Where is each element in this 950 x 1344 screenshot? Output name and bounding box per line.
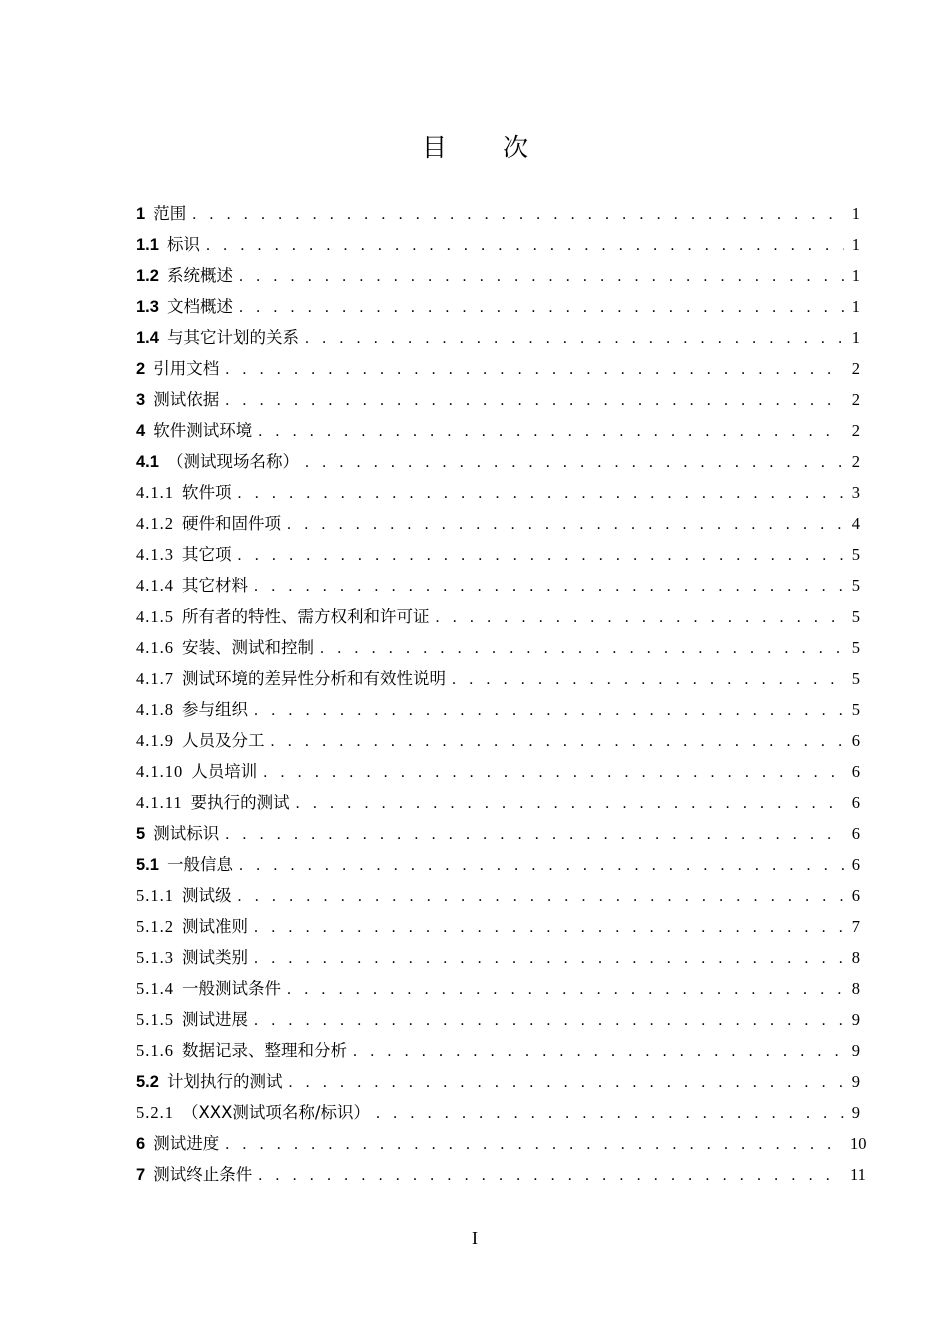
toc-entry-title: 计划执行的测试 <box>166 1072 283 1091</box>
toc-entry-page: 5 <box>851 545 860 564</box>
toc-dot-leader <box>254 1005 844 1036</box>
toc-entry-number: 1.3 <box>136 298 159 316</box>
toc-entry-page: 6 <box>851 886 860 905</box>
toc-entry-page: 1 <box>851 328 860 347</box>
toc-dot-leader <box>254 912 844 943</box>
toc-entry[interactable] <box>136 477 860 508</box>
toc-entry-number: 5.2.1 <box>136 1103 174 1122</box>
toc-entry[interactable] <box>136 1066 860 1097</box>
toc-entry-title: 引用文档 <box>153 359 220 378</box>
toc-entry-page: 2 <box>851 452 860 471</box>
toc-entry-number: 4.1.7 <box>136 669 174 688</box>
toc-dot-leader <box>225 819 844 850</box>
toc-entry-title: 人员培训 <box>191 762 258 781</box>
toc-entry-number: 1.4 <box>136 329 159 347</box>
toc-entry[interactable] <box>136 818 860 849</box>
toc-entry-page: 2 <box>851 421 860 440</box>
toc-entry-page: 5 <box>851 700 860 719</box>
toc-entry-page: 7 <box>851 917 860 936</box>
toc-dot-leader <box>258 416 844 447</box>
toc-entry-title: （测试现场名称） <box>166 452 299 471</box>
table-of-contents <box>136 198 867 1190</box>
toc-entry-title: 标识 <box>166 235 200 254</box>
toc-entry-title: 一般信息 <box>166 855 233 874</box>
toc-entry-number: 4.1.2 <box>136 514 174 533</box>
toc-entry-page: 9 <box>851 1103 860 1122</box>
toc-dot-leader <box>452 664 844 695</box>
toc-entry-page: 9 <box>851 1041 860 1060</box>
toc-entry-title: 范围 <box>153 204 187 223</box>
toc-entry-title: 一般测试条件 <box>182 979 281 998</box>
toc-entry-page: 1 <box>851 297 860 316</box>
toc-entry-title: 软件项 <box>182 483 232 502</box>
toc-entry[interactable] <box>136 756 860 787</box>
toc-entry[interactable] <box>136 353 860 384</box>
toc-dot-leader <box>305 323 844 354</box>
toc-entry-number: 3 <box>136 391 146 409</box>
toc-entry[interactable] <box>136 539 860 570</box>
toc-entry-page: 2 <box>851 390 860 409</box>
toc-entry-page: 5 <box>851 607 860 626</box>
toc-dot-leader <box>206 230 844 261</box>
toc-entry-page: 1 <box>851 266 860 285</box>
toc-entry-page: 6 <box>851 793 860 812</box>
toc-entry-title: （XXX测试项名称/标识） <box>182 1103 370 1122</box>
toc-entry-page: 5 <box>851 638 860 657</box>
toc-entry[interactable] <box>136 942 860 973</box>
toc-entry-page: 1 <box>851 235 860 254</box>
toc-dot-leader <box>225 385 844 416</box>
toc-entry[interactable] <box>136 849 860 880</box>
toc-entry[interactable] <box>136 446 860 477</box>
toc-entry-page: 4 <box>851 514 860 533</box>
toc-dot-leader <box>288 1067 844 1098</box>
toc-entry-number: 4.1 <box>136 453 159 471</box>
toc-entry-page: 6 <box>851 731 860 750</box>
toc-entry-number: 6 <box>136 1135 146 1153</box>
toc-dot-leader <box>271 726 845 757</box>
toc-entry-page: 11 <box>850 1165 866 1184</box>
toc-entry[interactable] <box>136 198 860 229</box>
toc-entry-page: 5 <box>851 669 860 688</box>
toc-entry-title: 测试终止条件 <box>153 1165 253 1184</box>
toc-entry-page: 6 <box>851 855 860 874</box>
toc-dot-leader <box>192 199 844 230</box>
toc-dot-leader <box>376 1098 844 1129</box>
toc-entry-number: 5.1.1 <box>136 886 174 905</box>
toc-dot-leader <box>239 292 844 323</box>
toc-dot-leader <box>263 757 844 788</box>
toc-entry-number: 4.1.8 <box>136 700 174 719</box>
toc-dot-leader <box>287 509 844 540</box>
toc-entry-page: 10 <box>850 1134 867 1153</box>
toc-entry[interactable] <box>136 229 860 260</box>
toc-entry-title: 参与组织 <box>182 700 248 719</box>
toc-entry[interactable] <box>136 1097 860 1128</box>
toc-entry-number: 4.1.4 <box>136 576 174 595</box>
toc-entry-number: 4 <box>136 422 146 440</box>
toc-entry-number: 4.1.9 <box>136 731 174 750</box>
toc-dot-leader <box>296 788 844 819</box>
toc-entry-page: 2 <box>851 359 860 378</box>
toc-entry[interactable] <box>136 601 860 632</box>
toc-entry-title: 文档概述 <box>166 297 233 316</box>
toc-entry[interactable] <box>136 508 860 539</box>
toc-entry-title: 测试进度 <box>153 1134 220 1153</box>
toc-entry-page: 6 <box>851 824 860 843</box>
toc-entry-title: 测试级 <box>182 886 232 905</box>
toc-entry-number: 5.1 <box>136 856 159 874</box>
toc-entry-page: 9 <box>851 1010 860 1029</box>
toc-entry-number: 5.1.3 <box>136 948 174 967</box>
toc-entry-title: 人员及分工 <box>182 731 265 750</box>
toc-dot-leader <box>353 1036 844 1067</box>
toc-entry-title: 其它项 <box>182 545 232 564</box>
toc-entry[interactable] <box>136 880 860 911</box>
toc-dot-leader <box>238 540 845 571</box>
toc-entry-title: 与其它计划的关系 <box>166 328 299 347</box>
toc-entry-title: 测试类别 <box>182 948 248 967</box>
toc-entry-number: 4.1.5 <box>136 607 174 626</box>
toc-dot-leader <box>239 850 844 881</box>
toc-entry-title: 测试准则 <box>182 917 248 936</box>
toc-dot-leader <box>225 1129 844 1160</box>
toc-dot-leader <box>320 633 844 664</box>
toc-entry[interactable] <box>136 415 860 446</box>
toc-entry-number: 4.1.1 <box>136 483 174 502</box>
toc-entry-title: 数据记录、整理和分析 <box>182 1041 347 1060</box>
toc-dot-leader <box>225 354 844 385</box>
toc-entry-number: 5.1.2 <box>136 917 174 936</box>
toc-entry[interactable] <box>136 260 860 291</box>
toc-entry[interactable] <box>136 1159 866 1190</box>
toc-entry[interactable] <box>136 911 860 942</box>
toc-entry[interactable] <box>136 632 860 663</box>
toc-dot-leader <box>254 943 844 974</box>
toc-entry-title: 测试环境的差异性分析和有效性说明 <box>182 669 446 688</box>
toc-entry-title: 系统概述 <box>166 266 233 285</box>
toc-entry-title: 所有者的特性、需方权利和许可证 <box>182 607 430 626</box>
toc-entry-number: 5.2 <box>136 1073 159 1091</box>
toc-entry[interactable] <box>136 725 860 756</box>
toc-entry[interactable] <box>136 694 860 725</box>
toc-dot-leader <box>238 881 845 912</box>
toc-entry[interactable] <box>136 787 860 818</box>
toc-entry-number: 5.1.5 <box>136 1010 174 1029</box>
toc-entry-number: 5 <box>136 825 146 843</box>
toc-entry-page: 1 <box>851 204 860 223</box>
toc-entry[interactable] <box>136 570 860 601</box>
toc-entry-page: 9 <box>851 1072 860 1091</box>
toc-entry-title: 测试标识 <box>153 824 220 843</box>
toc-dot-leader <box>258 1160 844 1191</box>
toc-entry-number: 5.1.4 <box>136 979 174 998</box>
toc-entry-number: 1.2 <box>136 267 159 285</box>
toc-dot-leader <box>238 478 845 509</box>
toc-entry-title: 软件测试环境 <box>153 421 253 440</box>
page-title: 目 次 <box>422 133 552 162</box>
toc-entry[interactable] <box>136 322 860 353</box>
toc-entry-number: 4.1.6 <box>136 638 174 657</box>
toc-dot-leader <box>254 695 844 726</box>
toc-dot-leader <box>239 261 844 292</box>
toc-entry[interactable] <box>136 1004 860 1035</box>
toc-entry-number: 4.1.3 <box>136 545 174 564</box>
toc-dot-leader <box>254 571 844 602</box>
toc-entry-title: 测试依据 <box>153 390 220 409</box>
toc-entry-number: 2 <box>136 360 146 378</box>
toc-entry-title: 测试进展 <box>182 1010 248 1029</box>
toc-entry[interactable] <box>136 384 860 415</box>
toc-dot-leader <box>436 602 845 633</box>
page-number: I <box>472 1228 478 1248</box>
toc-entry-number: 1 <box>136 205 146 223</box>
toc-dot-leader <box>287 974 844 1005</box>
toc-entry-number: 1.1 <box>136 236 159 254</box>
toc-entry-number: 4.1.10 <box>136 762 184 781</box>
toc-entry[interactable] <box>136 973 860 1004</box>
toc-entry-page: 6 <box>851 762 860 781</box>
toc-dot-leader <box>305 447 844 478</box>
toc-entry-title: 要执行的测试 <box>190 793 290 812</box>
toc-entry-number: 7 <box>136 1166 146 1184</box>
toc-entry[interactable] <box>136 1128 867 1159</box>
toc-entry-number: 5.1.6 <box>136 1041 174 1060</box>
toc-entry-title: 硬件和固件项 <box>182 514 281 533</box>
toc-entry-page: 8 <box>851 948 860 967</box>
toc-entry-page: 5 <box>851 576 860 595</box>
toc-entry-title: 其它材料 <box>182 576 248 595</box>
toc-entry-title: 安装、测试和控制 <box>182 638 314 657</box>
toc-entry-page: 8 <box>851 979 860 998</box>
toc-entry[interactable] <box>136 663 860 694</box>
toc-entry-page: 3 <box>851 483 860 502</box>
toc-entry[interactable] <box>136 1035 860 1066</box>
toc-entry-number: 4.1.11 <box>136 793 183 812</box>
toc-entry[interactable] <box>136 291 860 322</box>
